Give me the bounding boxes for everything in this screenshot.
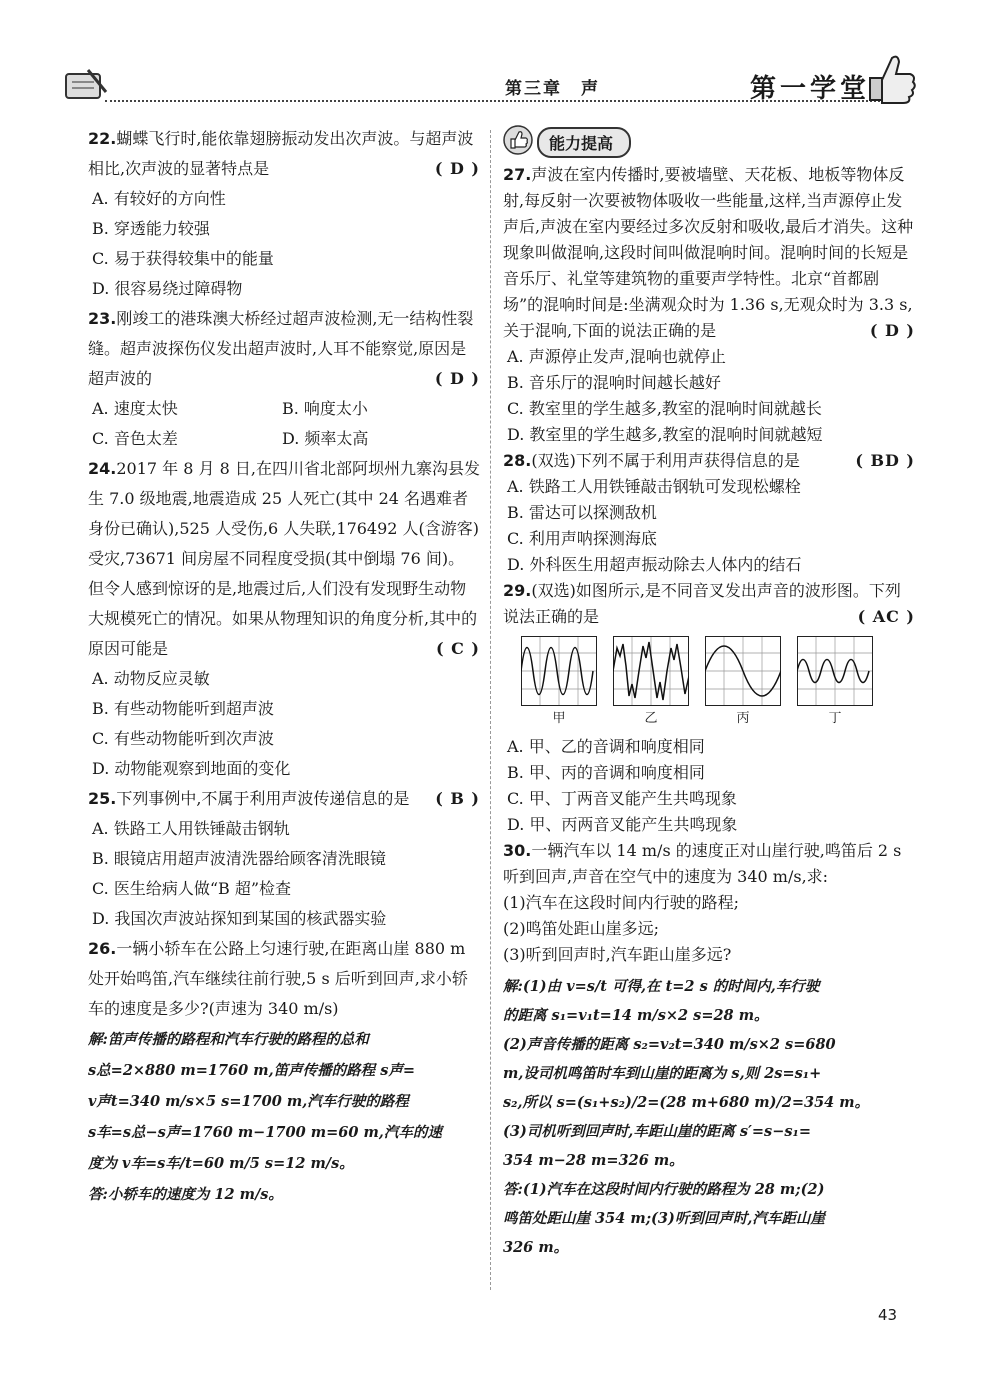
- option: D. 动物能观察到地面的变化: [92, 759, 291, 778]
- waveform-figure: [513, 636, 915, 732]
- column-divider: [490, 130, 491, 1290]
- answer: ( D ): [434, 369, 480, 388]
- option: C. 易于获得较集中的能量: [92, 249, 274, 268]
- option: B. 有些动物能听到超声波: [92, 699, 274, 718]
- option: A. 甲、乙的音调和响度相同: [507, 737, 705, 756]
- question-23: 23.刚竣工的港珠澳大桥经过超声波检测,无一结构性裂缝。超声波探伤仪发出超声波时,人耳不能察觉,原因是超声波的 ( D ) A. 速度太快 B. 响度太小 C. 音色太差 D. 频率太高: [88, 304, 480, 454]
- question-22: 22.蝴蝶飞行时,能依靠翅膀振动发出次声波。与超声波相比,次声波的显著特点是 ( D ) A. 有较好的方向性 B. 穿透能力较强 C. 易于获得较集中的能量 D. 很容易绕过障碍物: [88, 124, 480, 304]
- option: C. 利用声呐探测海底: [507, 529, 657, 548]
- answer: ( C ): [435, 639, 480, 658]
- solution: 解:(1)由 v=s/t 可得,在 t=2 s 的时间内,车行驶 的距离 s₁=v₁t=14 m/s×2 s=28 m。 (2)声音传播的距离 s₂=v₂t=340 m/s×2 s=680 m,设司机鸣笛时车到山崖的距离为 s,则 2s=s₁+ s₂,所以 s=(s₁+s₂)/2=(28 m+680 m)/2=354 m。 (3)司机听到回声时,车距山崖的距离 s′=s−s₁= 354 m−28 m=326 m。 答:(1)汽车在这段时间内行驶的路程为 28 m;(2) 鸣笛处距山崖 354 m;(3)听到回声时,汽车距山崖 326 m。: [503, 978, 870, 1256]
- option: A. 声源停止发声,混响也就停止: [507, 347, 726, 366]
- option: B. 音乐厅的混响时间越长越好: [507, 373, 721, 392]
- option: C. 教室里的学生越多,教室的混响时间就越长: [507, 399, 822, 418]
- question-24: 24.2017 年 8 月 8 日,在四川省北部阿坝州九寨沟县发生 7.0 级地震,地震造成 25 人死亡(其中 24 名遇难者身份已确认),525 人受伤,6 人失联,176492 人(含游客)受灾,73671 间房屋不同程度受损(其中倒塌 76 间)。但令人感到惊讶的是,地震过后,人们没有发现野生动物大规模死亡的情况。如果从物理知识的角度分析,其中的原因可能是 ( C ) A. 动物反应灵敏 B. 有些动物能听到超声波 C. 有些动物能听到次声波 D. 动物能观察到地面的变化: [88, 454, 480, 784]
- option: B. 响度太小: [282, 399, 368, 418]
- question-25: 25.下列事例中,不属于利用声波传递信息的是 ( B ) A. 铁路工人用铁锤敲击钢轨 B. 眼镜店用超声波清洗器给顾客清洗眼镜 C. 医生给病人做“B 超”检查 D. 我国次声波站探知到某国的核武器实验: [88, 784, 480, 934]
- thumbs-up-icon: [860, 48, 920, 108]
- section-badge: [503, 124, 915, 160]
- answer: ( D ): [434, 159, 480, 178]
- option: C. 甲、丁两音叉能产生共鸣现象: [507, 789, 737, 808]
- right-column: [503, 124, 915, 1262]
- left-column: [88, 124, 480, 1210]
- question-29: 29.(双选)如图所示,是不同音叉发出声音的波形图。下列说法正确的是 ( AC ) 甲 乙 丙 丁 A. 甲、乙的音调和响度相同 B. 甲、丙的音调和响度相同 C. 甲、丁两音叉能产生共鸣现象 D. 甲、丙两音叉能产生共鸣现象: [503, 578, 915, 838]
- waveform-yi: 乙: [605, 636, 697, 732]
- option: B. 眼镜店用超声波清洗器给顾客清洗眼镜: [92, 849, 386, 868]
- sub-question: (1)汽车在这段时间内行驶的路程;: [503, 893, 740, 912]
- solution: 解:笛声传播的路程和汽车行驶的路程的总和 s总=2×880 m=1760 m,笛声传播的路程 s声= v声t=340 m/s×5 s=1700 m,汽车行驶的路程 s车=s总−s声=1760 m−1700 m=60 m,汽车的速 度为 v车=s车/t=60 m/5 s=12 m/s。 答:小轿车的速度为 12 m/s。: [88, 1031, 442, 1203]
- option: D. 很容易绕过障碍物: [92, 279, 243, 298]
- page-number: 43: [878, 1306, 898, 1324]
- waveform-ding: 丁: [789, 636, 881, 732]
- page-header: [60, 62, 940, 106]
- notebook-pen-icon: [60, 66, 110, 106]
- answer: ( B ): [435, 789, 480, 808]
- waveform-bing: 丙: [697, 636, 789, 732]
- waveform-jia: 甲: [513, 636, 605, 732]
- option: A. 动物反应灵敏: [92, 669, 210, 688]
- option: B. 穿透能力较强: [92, 219, 210, 238]
- answer: ( D ): [869, 321, 915, 340]
- answer: ( BD ): [855, 451, 915, 470]
- question-28: 28.(双选)下列不属于利用声获得信息的是 ( BD ) A. 铁路工人用铁锤敲击钢轨可发现松螺栓 B. 雷达可以探测敌机 C. 利用声呐探测海底 D. 外科医生用超声振动除去人体内的结石: [503, 448, 915, 578]
- option: A. 铁路工人用铁锤敲击钢轨: [92, 819, 290, 838]
- sub-question: (3)听到回声时,汽车距山崖多远?: [503, 945, 732, 964]
- option: A. 铁路工人用铁锤敲击钢轨可发现松螺栓: [507, 477, 801, 496]
- answer: ( AC ): [857, 607, 915, 626]
- option: D. 我国次声波站探知到某国的核武器实验: [92, 909, 387, 928]
- option: C. 音色太差: [92, 429, 178, 448]
- option: C. 医生给病人做“B 超”检查: [92, 879, 292, 898]
- option: D. 教室里的学生越多,教室的混响时间就越短: [507, 425, 823, 444]
- option: A. 速度太快: [92, 399, 178, 418]
- brand-title: 第一学堂: [750, 74, 871, 104]
- option: A. 有较好的方向性: [92, 189, 226, 208]
- question-30: 30.一辆汽车以 14 m/s 的速度正对山崖行驶,鸣笛后 2 s 听到回声,声音在空气中的速度为 340 m/s,求: (1)汽车在这段时间内行驶的路程; (2)鸣笛处距山崖多远; (3)听到回声时,汽车距山崖多远? 解:(1)由 v=s/t 可得,在 t=2 s 的时间内,车行驶 的距离 s₁=v₁t=14 m/s×2 s=28 m。 (2)声音传播的距离 s₂=v₂t=340 m/s×2 s=680 m,设司机鸣笛时车到山崖的距离为 s,则 2s=s₁+ s₂,所以 s=(s₁+s₂)/2=(28 m+680 m)/2=354 m。 (3)司机听到回声时,车距山崖的距离 s′=s−s₁= 354 m−28 m=326 m。 答:(1)汽车在这段时间内行驶的路程为 28 m;(2) 鸣笛处距山崖 354 m;(3)听到回声时,汽车距山崖 326 m。: [503, 838, 915, 1262]
- option: B. 甲、丙的音调和响度相同: [507, 763, 705, 782]
- question-27: 27.声波在室内传播时,要被墙壁、天花板、地板等物体反射,每反射一次要被物体吸收一些能量,这样,当声源停止发声后,声波在室内要经过多次反射和吸收,最后才消失。这种现象叫做混响,这段时间叫做混响时间。混响时间的长短是音乐厅、礼堂等建筑物的重要声学特性。北京“首都剧场”的混响时间是:坐满观众时为 1.36 s,无观众时为 3.3 s,关于混响,下面的说法正确的是 ( D ) A. 声源停止发声,混响也就停止 B. 音乐厅的混响时间越长越好 C. 教室里的学生越多,教室的混响时间就越长 D. 教室里的学生越多,教室的混响时间就越短: [503, 162, 915, 448]
- option: B. 雷达可以探测敌机: [507, 503, 657, 522]
- option: D. 频率太高: [282, 429, 369, 448]
- option: D. 甲、丙两音叉能产生共鸣现象: [507, 815, 738, 834]
- option: D. 外科医生用超声振动除去人体内的结石: [507, 555, 802, 574]
- option: C. 有些动物能听到次声波: [92, 729, 274, 748]
- chapter-title: 第三章 声: [505, 79, 600, 99]
- sub-question: (2)鸣笛处距山崖多远;: [503, 919, 660, 938]
- section-title: 能力提高: [537, 127, 631, 158]
- thumbs-up-icon: [503, 125, 533, 159]
- question-26: 26.一辆小轿车在公路上匀速行驶,在距离山崖 880 m 处开始鸣笛,汽车继续往前行驶,5 s 后听到回声,求小轿车的速度是多少?(声速为 340 m/s) 解:笛声传播的路程和汽车行驶的路程的总和 s总=2×880 m=1760 m,笛声传播的路程 s声= v声t=340 m/s×5 s=1700 m,汽车行驶的路程 s车=s总−s声=1760 m−1700 m=60 m,汽车的速 度为 v车=s车/t=60 m/5 s=12 m/s。 答:小轿车的速度为 12 m/s。: [88, 934, 480, 1210]
